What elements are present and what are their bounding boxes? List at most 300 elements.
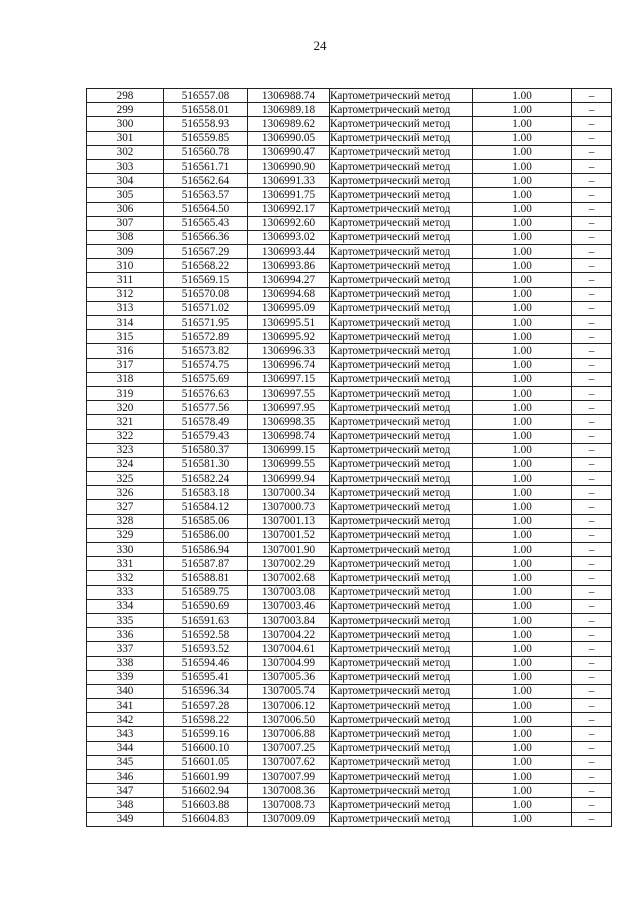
note-cell: – [572,358,612,372]
x-coordinate-cell: 516584.12 [164,500,248,514]
note-cell: – [572,273,612,287]
table-row [87,755,612,769]
method-cell: Картометрический метод [330,741,473,755]
x-coordinate-cell: 516562.64 [164,174,248,188]
note-cell: – [572,216,612,230]
note-cell: – [572,472,612,486]
y-coordinate-cell: 1306990.05 [248,131,330,145]
x-coordinate-cell: 516566.36 [164,230,248,244]
accuracy-cell: 1.00 [473,372,572,386]
method-cell: Картометрический метод [330,543,473,557]
note-cell: – [572,812,612,826]
point-number-cell: 324 [87,457,164,471]
point-number-cell: 316 [87,344,164,358]
accuracy-cell: 1.00 [473,755,572,769]
accuracy-cell: 1.00 [473,514,572,528]
method-cell: Картометрический метод [330,159,473,173]
table-row [87,230,612,244]
x-coordinate-cell: 516600.10 [164,741,248,755]
accuracy-cell: 1.00 [473,230,572,244]
table-row [87,500,612,514]
y-coordinate-cell: 1306995.92 [248,330,330,344]
table-row [87,316,612,330]
accuracy-cell: 1.00 [473,656,572,670]
accuracy-cell: 1.00 [473,358,572,372]
note-cell: – [572,202,612,216]
method-cell: Картометрический метод [330,443,473,457]
point-number-cell: 348 [87,798,164,812]
accuracy-cell: 1.00 [473,174,572,188]
note-cell: – [572,713,612,727]
table-row [87,812,612,826]
note-cell: – [572,429,612,443]
coordinates-table [86,88,612,827]
accuracy-cell: 1.00 [473,259,572,273]
note-cell: – [572,131,612,145]
y-coordinate-cell: 1306999.15 [248,443,330,457]
point-number-cell: 343 [87,727,164,741]
method-cell: Картометрический метод [330,103,473,117]
y-coordinate-cell: 1307002.68 [248,571,330,585]
point-number-cell: 302 [87,145,164,159]
method-cell: Картометрический метод [330,784,473,798]
y-coordinate-cell: 1306993.86 [248,259,330,273]
point-number-cell: 309 [87,245,164,259]
point-number-cell: 305 [87,188,164,202]
x-coordinate-cell: 516586.94 [164,543,248,557]
table-row [87,159,612,173]
note-cell: – [572,755,612,769]
table-row [87,514,612,528]
note-cell: – [572,770,612,784]
method-cell: Картометрический метод [330,699,473,713]
accuracy-cell: 1.00 [473,401,572,415]
point-number-cell: 326 [87,486,164,500]
method-cell: Картометрический метод [330,316,473,330]
method-cell: Картометрический метод [330,628,473,642]
point-number-cell: 347 [87,784,164,798]
note-cell: – [572,798,612,812]
accuracy-cell: 1.00 [473,727,572,741]
note-cell: – [572,103,612,117]
accuracy-cell: 1.00 [473,117,572,131]
note-cell: – [572,613,612,627]
method-cell: Картометрический метод [330,514,473,528]
y-coordinate-cell: 1306998.35 [248,415,330,429]
y-coordinate-cell: 1306999.94 [248,472,330,486]
table-row [87,656,612,670]
accuracy-cell: 1.00 [473,103,572,117]
table-row [87,798,612,812]
note-cell: – [572,656,612,670]
method-cell: Картометрический метод [330,301,473,315]
x-coordinate-cell: 516570.08 [164,287,248,301]
accuracy-cell: 1.00 [473,770,572,784]
method-cell: Картометрический метод [330,188,473,202]
x-coordinate-cell: 516595.41 [164,670,248,684]
y-coordinate-cell: 1306996.33 [248,344,330,358]
method-cell: Картометрический метод [330,713,473,727]
y-coordinate-cell: 1307003.08 [248,585,330,599]
method-cell: Картометрический метод [330,500,473,514]
note-cell: – [572,188,612,202]
table-row [87,472,612,486]
table-row [87,188,612,202]
table-row [87,245,612,259]
point-number-cell: 323 [87,443,164,457]
table-row [87,486,612,500]
note-cell: – [572,457,612,471]
accuracy-cell: 1.00 [473,599,572,613]
note-cell: – [572,174,612,188]
y-coordinate-cell: 1306997.55 [248,386,330,400]
x-coordinate-cell: 516599.16 [164,727,248,741]
x-coordinate-cell: 516561.71 [164,159,248,173]
point-number-cell: 301 [87,131,164,145]
note-cell: – [572,245,612,259]
note-cell: – [572,571,612,585]
method-cell: Картометрический метод [330,727,473,741]
table-row [87,770,612,784]
method-cell: Картометрический метод [330,613,473,627]
x-coordinate-cell: 516591.63 [164,613,248,627]
table-row [87,557,612,571]
accuracy-cell: 1.00 [473,812,572,826]
method-cell: Картометрический метод [330,642,473,656]
point-number-cell: 312 [87,287,164,301]
accuracy-cell: 1.00 [473,457,572,471]
note-cell: – [572,145,612,159]
point-number-cell: 331 [87,557,164,571]
y-coordinate-cell: 1307000.73 [248,500,330,514]
x-coordinate-cell: 516580.37 [164,443,248,457]
table-row [87,642,612,656]
point-number-cell: 327 [87,500,164,514]
point-number-cell: 337 [87,642,164,656]
x-coordinate-cell: 516603.88 [164,798,248,812]
point-number-cell: 310 [87,259,164,273]
x-coordinate-cell: 516589.75 [164,585,248,599]
y-coordinate-cell: 1307008.36 [248,784,330,798]
method-cell: Картометрический метод [330,457,473,471]
table-row [87,599,612,613]
table-row [87,344,612,358]
method-cell: Картометрический метод [330,401,473,415]
point-number-cell: 334 [87,599,164,613]
x-coordinate-cell: 516558.93 [164,117,248,131]
accuracy-cell: 1.00 [473,684,572,698]
note-cell: – [572,628,612,642]
point-number-cell: 346 [87,770,164,784]
x-coordinate-cell: 516575.69 [164,372,248,386]
note-cell: – [572,415,612,429]
table-row [87,401,612,415]
method-cell: Картометрический метод [330,344,473,358]
table-row [87,585,612,599]
y-coordinate-cell: 1307009.09 [248,812,330,826]
accuracy-cell: 1.00 [473,216,572,230]
y-coordinate-cell: 1306991.75 [248,188,330,202]
note-cell: – [572,670,612,684]
note-cell: – [572,528,612,542]
table-row [87,372,612,386]
table-row [87,628,612,642]
y-coordinate-cell: 1307006.50 [248,713,330,727]
y-coordinate-cell: 1307007.25 [248,741,330,755]
accuracy-cell: 1.00 [473,202,572,216]
point-number-cell: 311 [87,273,164,287]
method-cell: Картометрический метод [330,131,473,145]
point-number-cell: 336 [87,628,164,642]
point-number-cell: 339 [87,670,164,684]
point-number-cell: 307 [87,216,164,230]
x-coordinate-cell: 516574.75 [164,358,248,372]
point-number-cell: 338 [87,656,164,670]
table-row [87,727,612,741]
point-number-cell: 306 [87,202,164,216]
note-cell: – [572,486,612,500]
note-cell: – [572,684,612,698]
method-cell: Картометрический метод [330,330,473,344]
table-row [87,89,612,103]
x-coordinate-cell: 516577.56 [164,401,248,415]
point-number-cell: 313 [87,301,164,315]
x-coordinate-cell: 516572.89 [164,330,248,344]
table-row [87,145,612,159]
note-cell: – [572,230,612,244]
point-number-cell: 341 [87,699,164,713]
table-row [87,117,612,131]
y-coordinate-cell: 1307005.74 [248,684,330,698]
table-row [87,103,612,117]
method-cell: Картометрический метод [330,571,473,585]
page-number: 24 [313,38,327,53]
table-row [87,386,612,400]
accuracy-cell: 1.00 [473,188,572,202]
y-coordinate-cell: 1306999.55 [248,457,330,471]
x-coordinate-cell: 516593.52 [164,642,248,656]
x-coordinate-cell: 516598.22 [164,713,248,727]
table-row [87,273,612,287]
table-row [87,543,612,557]
accuracy-cell: 1.00 [473,89,572,103]
note-cell: – [572,301,612,315]
x-coordinate-cell: 516602.94 [164,784,248,798]
point-number-cell: 342 [87,713,164,727]
note-cell: – [572,89,612,103]
x-coordinate-cell: 516592.58 [164,628,248,642]
method-cell: Картометрический метод [330,273,473,287]
point-number-cell: 318 [87,372,164,386]
point-number-cell: 344 [87,741,164,755]
note-cell: – [572,330,612,344]
method-cell: Картометрический метод [330,386,473,400]
x-coordinate-cell: 516578.49 [164,415,248,429]
method-cell: Картометрический метод [330,670,473,684]
method-cell: Картометрический метод [330,216,473,230]
accuracy-cell: 1.00 [473,472,572,486]
method-cell: Картометрический метод [330,259,473,273]
note-cell: – [572,386,612,400]
accuracy-cell: 1.00 [473,585,572,599]
table-row [87,784,612,798]
y-coordinate-cell: 1307007.62 [248,755,330,769]
x-coordinate-cell: 516573.82 [164,344,248,358]
point-number-cell: 322 [87,429,164,443]
method-cell: Картометрический метод [330,429,473,443]
x-coordinate-cell: 516604.83 [164,812,248,826]
point-number-cell: 303 [87,159,164,173]
y-coordinate-cell: 1306995.09 [248,301,330,315]
table-row [87,216,612,230]
y-coordinate-cell: 1306993.02 [248,230,330,244]
y-coordinate-cell: 1307005.36 [248,670,330,684]
table-row [87,429,612,443]
y-coordinate-cell: 1306996.74 [248,358,330,372]
note-cell: – [572,585,612,599]
y-coordinate-cell: 1307003.84 [248,613,330,627]
point-number-cell: 345 [87,755,164,769]
accuracy-cell: 1.00 [473,798,572,812]
accuracy-cell: 1.00 [473,273,572,287]
x-coordinate-cell: 516559.85 [164,131,248,145]
accuracy-cell: 1.00 [473,429,572,443]
y-coordinate-cell: 1306997.15 [248,372,330,386]
x-coordinate-cell: 516557.08 [164,89,248,103]
method-cell: Картометрический метод [330,557,473,571]
x-coordinate-cell: 516585.06 [164,514,248,528]
table-row [87,699,612,713]
x-coordinate-cell: 516565.43 [164,216,248,230]
method-cell: Картометрический метод [330,145,473,159]
method-cell: Картометрический метод [330,117,473,131]
method-cell: Картометрический метод [330,528,473,542]
method-cell: Картометрический метод [330,684,473,698]
note-cell: – [572,642,612,656]
accuracy-cell: 1.00 [473,287,572,301]
point-number-cell: 332 [87,571,164,585]
y-coordinate-cell: 1306990.90 [248,159,330,173]
point-number-cell: 329 [87,528,164,542]
method-cell: Картометрический метод [330,287,473,301]
x-coordinate-cell: 516583.18 [164,486,248,500]
note-cell: – [572,741,612,755]
note-cell: – [572,259,612,273]
x-coordinate-cell: 516579.43 [164,429,248,443]
table-row [87,571,612,585]
point-number-cell: 299 [87,103,164,117]
y-coordinate-cell: 1307006.88 [248,727,330,741]
table-row [87,528,612,542]
x-coordinate-cell: 516560.78 [164,145,248,159]
method-cell: Картометрический метод [330,486,473,500]
x-coordinate-cell: 516586.00 [164,528,248,542]
x-coordinate-cell: 516563.57 [164,188,248,202]
table-row [87,131,612,145]
y-coordinate-cell: 1307001.90 [248,543,330,557]
table-row [87,443,612,457]
point-number-cell: 328 [87,514,164,528]
y-coordinate-cell: 1306989.62 [248,117,330,131]
accuracy-cell: 1.00 [473,245,572,259]
note-cell: – [572,372,612,386]
x-coordinate-cell: 516564.50 [164,202,248,216]
x-coordinate-cell: 516576.63 [164,386,248,400]
y-coordinate-cell: 1306998.74 [248,429,330,443]
x-coordinate-cell: 516567.29 [164,245,248,259]
y-coordinate-cell: 1307008.73 [248,798,330,812]
accuracy-cell: 1.00 [473,500,572,514]
note-cell: – [572,699,612,713]
y-coordinate-cell: 1307001.52 [248,528,330,542]
table-row [87,684,612,698]
method-cell: Картометрический метод [330,599,473,613]
note-cell: – [572,543,612,557]
table-row [87,457,612,471]
point-number-cell: 319 [87,386,164,400]
accuracy-cell: 1.00 [473,628,572,642]
x-coordinate-cell: 516569.15 [164,273,248,287]
y-coordinate-cell: 1306997.95 [248,401,330,415]
point-number-cell: 314 [87,316,164,330]
note-cell: – [572,514,612,528]
point-number-cell: 304 [87,174,164,188]
note-cell: – [572,344,612,358]
y-coordinate-cell: 1306992.60 [248,216,330,230]
y-coordinate-cell: 1306990.47 [248,145,330,159]
point-number-cell: 308 [87,230,164,244]
accuracy-cell: 1.00 [473,571,572,585]
table-row [87,287,612,301]
point-number-cell: 325 [87,472,164,486]
accuracy-cell: 1.00 [473,386,572,400]
table-row [87,613,612,627]
accuracy-cell: 1.00 [473,131,572,145]
table-row [87,301,612,315]
method-cell: Картометрический метод [330,585,473,599]
method-cell: Картометрический метод [330,656,473,670]
point-number-cell: 298 [87,89,164,103]
accuracy-cell: 1.00 [473,543,572,557]
x-coordinate-cell: 516601.99 [164,770,248,784]
y-coordinate-cell: 1307001.13 [248,514,330,528]
y-coordinate-cell: 1307004.61 [248,642,330,656]
x-coordinate-cell: 516601.05 [164,755,248,769]
accuracy-cell: 1.00 [473,699,572,713]
x-coordinate-cell: 516590.69 [164,599,248,613]
coordinates-table-body [87,89,612,827]
table-row [87,174,612,188]
accuracy-cell: 1.00 [473,145,572,159]
table-row [87,713,612,727]
y-coordinate-cell: 1307002.29 [248,557,330,571]
point-number-cell: 320 [87,401,164,415]
method-cell: Картометрический метод [330,798,473,812]
y-coordinate-cell: 1307007.99 [248,770,330,784]
y-coordinate-cell: 1307004.99 [248,656,330,670]
x-coordinate-cell: 516558.01 [164,103,248,117]
y-coordinate-cell: 1307000.34 [248,486,330,500]
y-coordinate-cell: 1306991.33 [248,174,330,188]
note-cell: – [572,557,612,571]
method-cell: Картометрический метод [330,174,473,188]
point-number-cell: 340 [87,684,164,698]
method-cell: Картометрический метод [330,89,473,103]
x-coordinate-cell: 516571.02 [164,301,248,315]
accuracy-cell: 1.00 [473,670,572,684]
x-coordinate-cell: 516581.30 [164,457,248,471]
accuracy-cell: 1.00 [473,642,572,656]
